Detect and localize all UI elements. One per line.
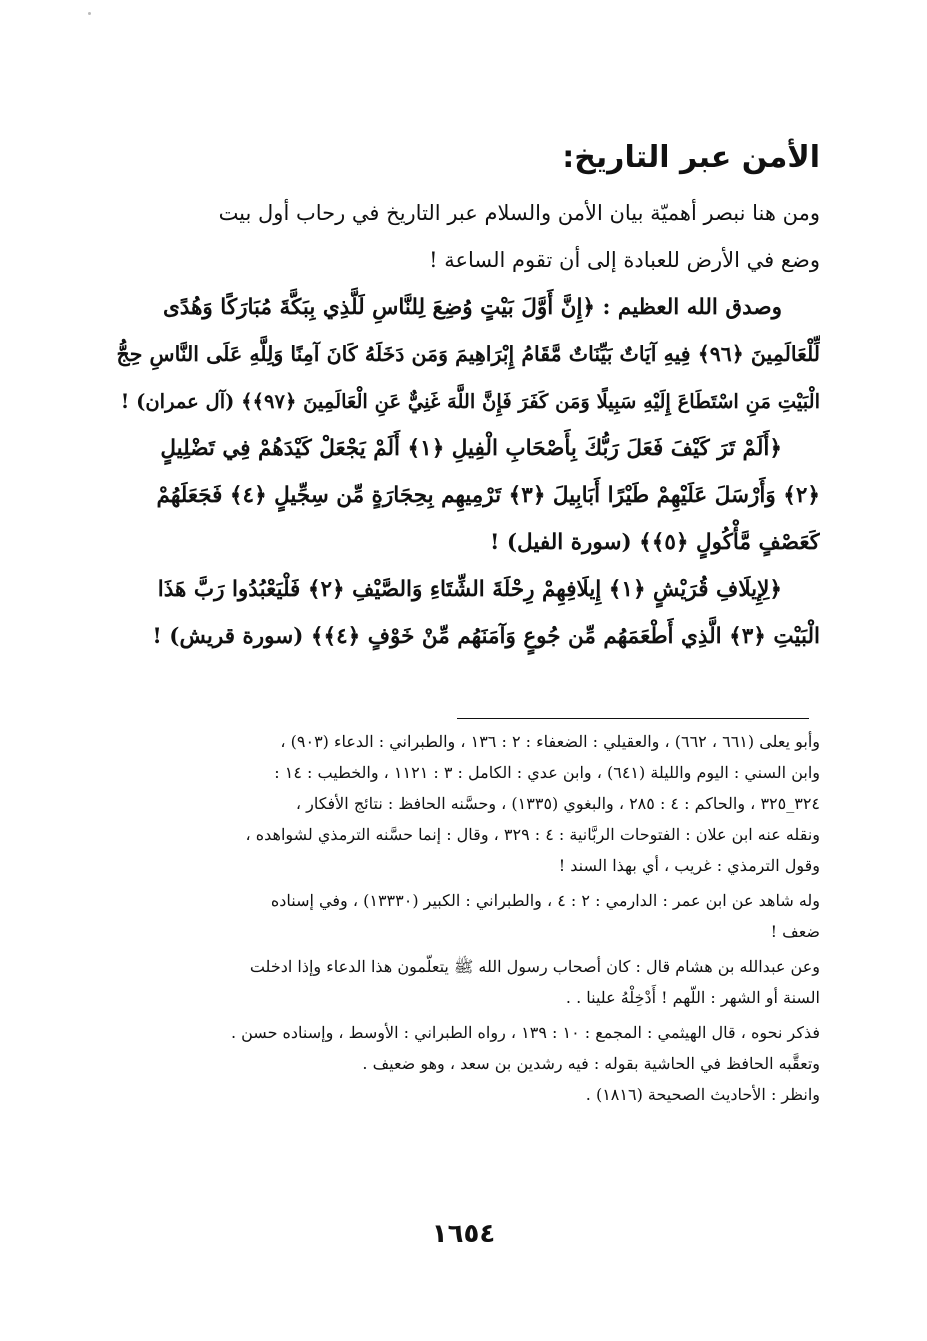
footnote-line: ضعف ! <box>770 922 820 941</box>
footnote-line: فذكر نحوه ، قال الهيثمي : المجمع : ١٠ : ١٣٩ ، رواه الطبراني : الأوسط ، وإسناده حسن . <box>230 1023 820 1042</box>
footnote-line: وقول الترمذي : غريب ، أي بهذا السند ! <box>558 856 820 875</box>
footnote-line: وتعقَّبه الحافظ في الحاشية بقوله : فيه رشدين بن سعد ، وهو ضعيف . <box>362 1054 820 1073</box>
footnote-line: وأبو يعلى (٦٦١ ، ٦٦٢) ، والعقيلي : الضعفاء : ٢ : ١٣٦ ، والطبراني : الدعاء (٩٠٣) ، <box>280 732 820 751</box>
footnote-line: وعن عبدالله بن هشام قال : كان أصحاب رسول الله ﷺ يتعلّمون هذا الدعاء وإذا ادخلت <box>249 957 820 976</box>
quran-verse-line: الْبَيْتِ ﴿٣﴾ الَّذِي أَطْعَمَهُم مِّن جُوعٍ وَآمَنَهُم مِّنْ خَوْفٍ ﴿٤﴾﴾ (سورة قريش) ! <box>152 624 820 649</box>
body-line: وضع في الأرض للعبادة إلى أن تقوم الساعة ! <box>429 248 820 272</box>
footnotes <box>108 726 820 1110</box>
page-number: ١٦٥٤ <box>431 1219 496 1249</box>
footnote-line: السنة أو الشهر : اللّهم ! أَدْخِلْهُ علينا . . <box>565 988 820 1007</box>
body-line: ومن هنا نبصر أهميّة بيان الأمن والسلام عبر التاريخ في رحاب أول بيت <box>218 201 820 225</box>
quran-verse-line: ﴿أَلَمْ تَرَ كَيْفَ فَعَلَ رَبُّكَ بِأَصْحَابِ الْفِيلِ ﴿١﴾ أَلَمْ يَجْعَلْ كَيْدَهُمْ فِي تَضْلِيلٍ <box>160 436 782 461</box>
main-text <box>108 190 820 660</box>
footnote-separator <box>457 718 809 719</box>
section-heading: الأمن عبر التاريخ: <box>562 140 820 175</box>
footnote-line: وله شاهد عن ابن عمر : الدارمي : ٢ : ٤ ، والطبراني : الكبير (١٣٣٣٠) ، وفي إسناده <box>270 891 820 910</box>
quran-verse-line: ﴿لِإِيلَافِ قُرَيْشٍ ﴿١﴾ إِيلَافِهِمْ رِحْلَةَ الشِّتَاءِ وَالصَّيْفِ ﴿٢﴾ فَلْيَعْبُدُوا رَبَّ هَذَا <box>157 577 782 602</box>
quran-verse-line: لِّلْعَالَمِينَ ﴿٩٦﴾ فِيهِ آيَاتٌ بَيِّنَاتٌ مَّقَامُ إِبْرَاهِيمَ وَمَن دَخَلَهُ كَانَ آمِنًا وَلِلَّهِ عَلَى النَّاسِ حِجُّ <box>116 342 820 366</box>
footnote-line: وابن السني : اليوم والليلة (٦٤١) ، وابن عدي : الكامل : ٣ : ١١٢١ ، والخطيب : ١٤ : <box>274 763 820 782</box>
footnote-line: وانظر : الأحاديث الصحيحة (١٨١٦) . <box>585 1085 820 1104</box>
scan-speck <box>88 12 91 15</box>
footnote-line: ونقله عنه ابن علان : الفتوحات الربَّانية : ٤ : ٣٢٩ ، وقال : إنما حسَّنه الترمذي لشواهده ، <box>245 825 820 844</box>
quran-verse-line: الْبَيْتِ مَنِ اسْتَطَاعَ إِلَيْهِ سَبِيلًا وَمَن كَفَرَ فَإِنَّ اللَّهَ غَنِيٌّ عَنِ الْعَالَمِينَ ﴿٩٧﴾﴾ (آل عمران) ! <box>120 390 820 413</box>
footnote-line: ٣٢٤_٣٢٥ ، والحاكم : ٤ : ٢٨٥ ، والبغوي (١٣٣٥) ، وحسَّنه الحافظ : نتائج الأفكار ، <box>295 794 820 813</box>
quran-verse-line: وصدق الله العظيم : ﴿إِنَّ أَوَّلَ بَيْتٍ وُضِعَ لِلنَّاسِ لَلَّذِي بِبَكَّةَ مُبَارَكًا وَهُدًى <box>162 295 782 320</box>
quran-verse-line: ﴿٢﴾ وَأَرْسَلَ عَلَيْهِمْ طَيْرًا أَبَابِيلَ ﴿٣﴾ تَرْمِيهِم بِحِجَارَةٍ مِّن سِجِّيلٍ ﴿٤﴾ فَجَعَلَهُمْ <box>156 483 820 508</box>
quran-verse-line: كَعَصْفٍ مَّأْكُولٍ ﴿٥﴾﴾ (سورة الفيل) ! <box>489 530 820 555</box>
